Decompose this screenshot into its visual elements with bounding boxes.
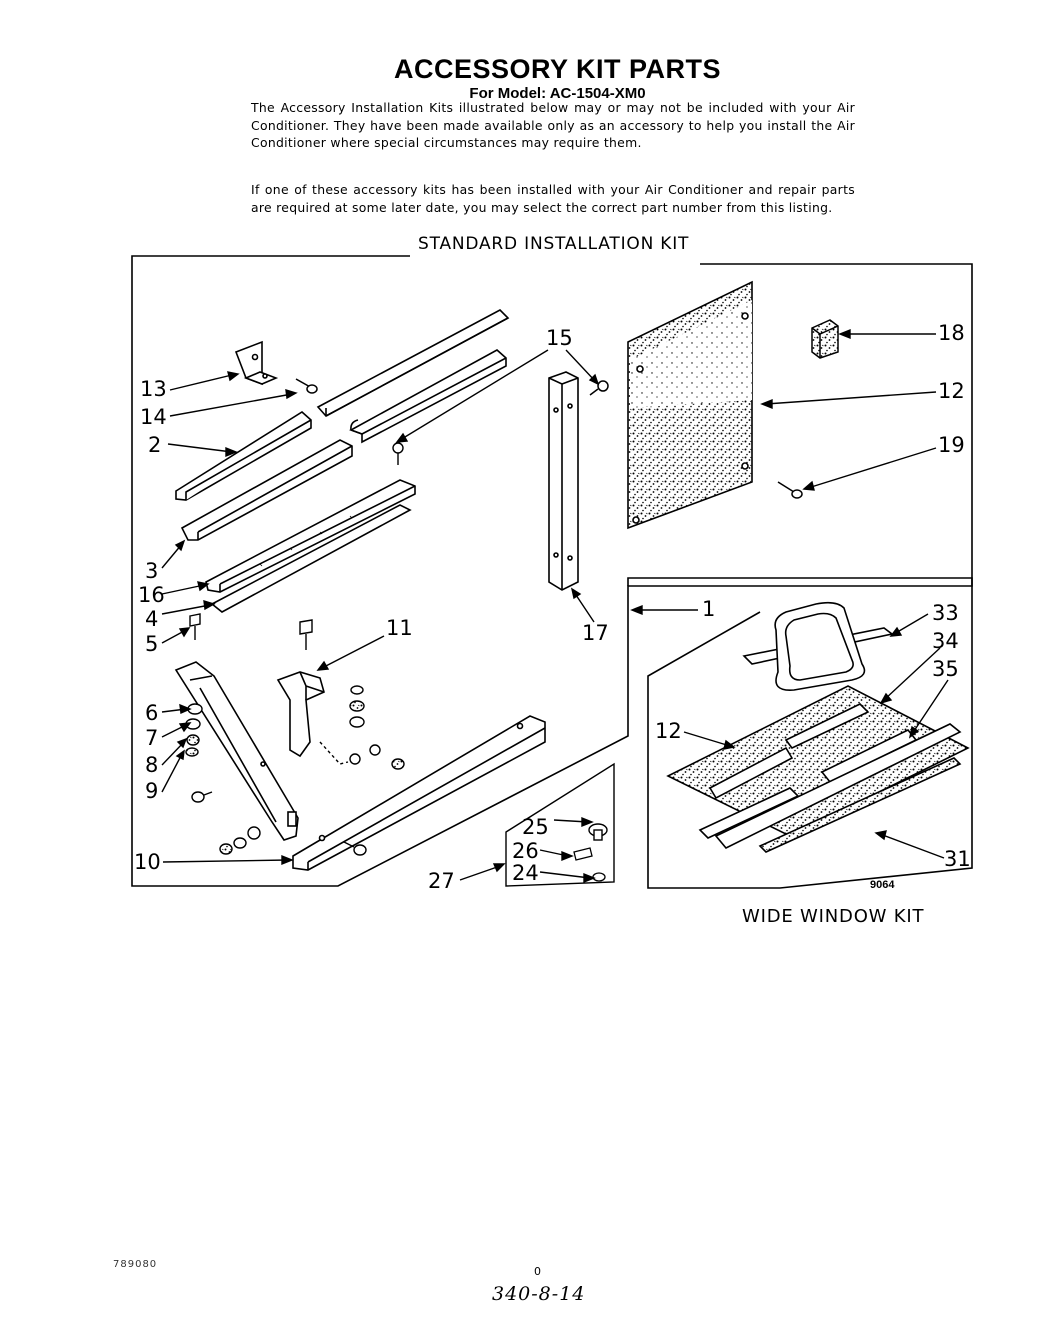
callout-12: 12 [938,379,965,403]
washers-10 [220,827,260,854]
page-number: 0 [534,1265,541,1278]
washers-7-8 [186,704,202,756]
callout-9: 9 [145,779,159,803]
callout-7: 7 [145,726,159,750]
hardware-set [320,686,404,769]
top-rail [318,310,508,442]
handwritten-note: 340-8-14 [492,1283,586,1305]
intro-paragraph-1: The Accessory Installation Kits illustrated below may or may not be included with your Air Conditioner. They have been made available only as an accessory to help you install the Air Conditioner where special circumstances may require them. [251,100,855,151]
callout-31: 31 [944,847,971,871]
washer-24 [593,873,605,881]
callout-1: 1 [702,597,716,621]
screw-15b [590,381,608,395]
callout-17: 17 [582,621,609,645]
page-title: ACCESSORY KIT PARTS [393,54,722,84]
callout-4: 4 [145,607,159,631]
screw-14 [296,379,317,393]
callout-18: 18 [938,321,965,345]
clip-26 [574,848,592,860]
callout-35: 35 [932,657,959,681]
bolt-5 [190,614,200,640]
standard-kit-heading: STANDARD INSTALLATION KIT [418,234,690,254]
foam-block-18 [812,320,838,358]
callout-8: 8 [145,753,159,777]
strip-4 [212,505,410,612]
model-subtitle: For Model: AC-1504-XM0 [469,85,646,102]
callout-2: 2 [148,433,162,457]
intro-paragraph-2: If one of these accessory kits has been installed with your Air Conditioner and repair parts are required at some later date, you may select the correct part number from this listing. [251,182,855,215]
callout-5: 5 [145,632,159,656]
screw-9 [192,792,212,802]
callout-19: 19 [938,433,965,457]
bracket-11 [278,672,324,756]
callout-13: 13 [140,377,167,401]
callout-10: 10 [134,850,161,874]
callout-25: 25 [522,815,549,839]
callout-33: 33 [932,601,959,625]
callout-26: 26 [512,839,539,863]
document-code: 789080 [113,1259,158,1270]
callout-6: 6 [145,701,159,725]
base-rail-10 [293,716,545,870]
mounting-bracket-13 [236,342,276,384]
wide-kit-heading: WIDE WINDOW KIT [742,906,925,927]
callout-24: 24 [512,861,539,885]
callout-3: 3 [145,559,159,583]
figure-number: 9064 [870,879,895,891]
screw-15a [393,443,403,465]
callout-16: 16 [138,583,165,607]
vertical-channel-17 [549,372,578,590]
knob-25 [589,824,607,840]
callout-34: 34 [932,629,959,653]
wide-panel-assembly [668,686,968,852]
seal-33 [744,603,892,691]
foam-panel-12 [628,282,752,528]
callout-14: 14 [140,405,167,429]
callout-11: 11 [386,616,413,640]
callout-12-wide: 12 [655,719,682,743]
screw-19 [778,482,802,498]
callout-27: 27 [428,869,455,893]
bolt-11 [300,620,312,650]
callout-15: 15 [546,326,573,350]
